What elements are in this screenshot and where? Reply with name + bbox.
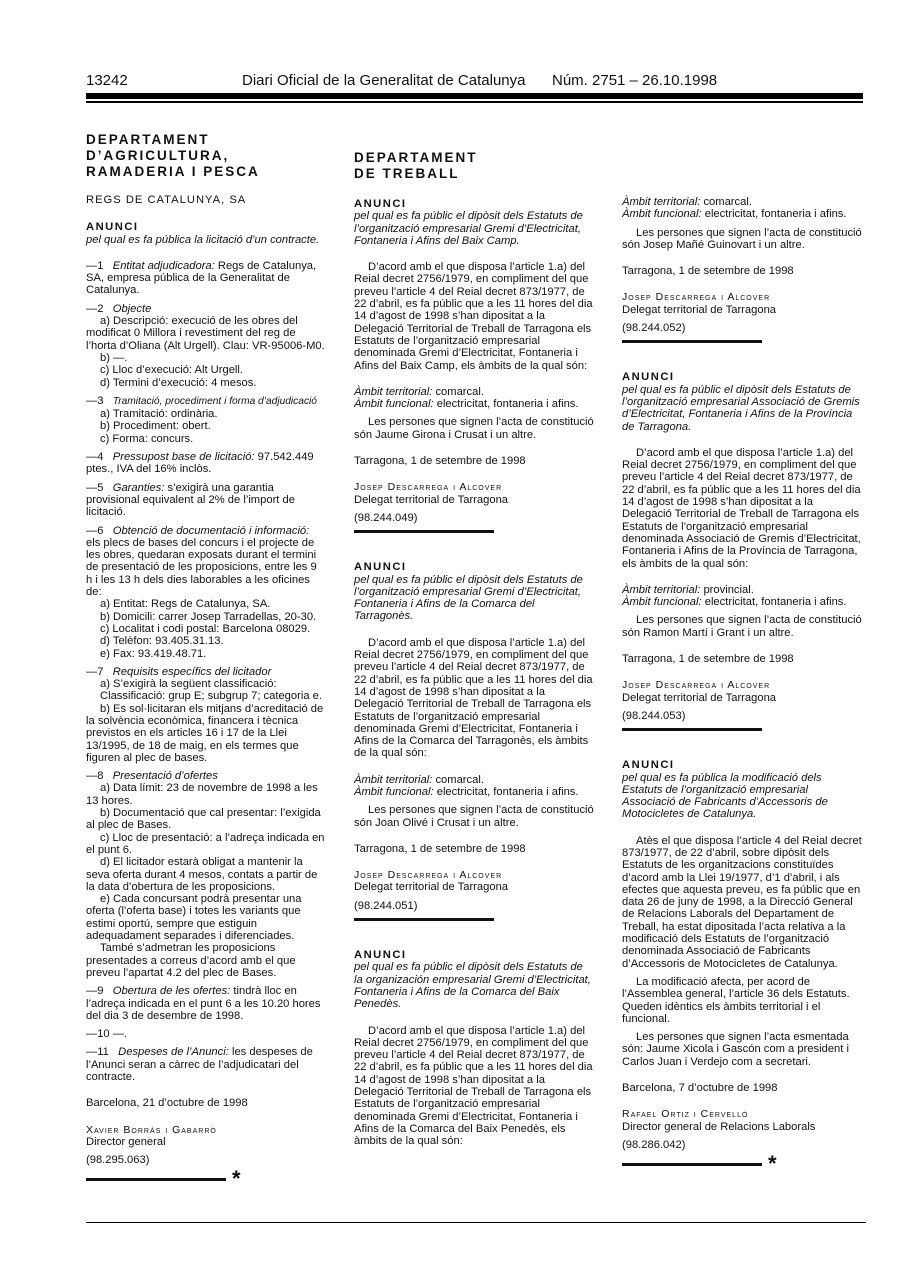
place-date: Tarragona, 1 de setembre de 1998	[354, 455, 526, 468]
signer-name: Josep Descarrega i Alcover	[622, 291, 771, 304]
place-date: Barcelona, 21 d’octubre de 1998	[86, 1097, 248, 1110]
signers-text: Les persones que signen l’acta esmentada són: Jaume Xicola i Gascón com a president i Carlos Juan i Verdejo com a secretari.	[622, 1031, 849, 1068]
signer-role: Director general de Relacions Laborals	[622, 1120, 816, 1133]
signer-name: Josep Descarrega i Alcover	[354, 869, 503, 882]
dept-line: DEPARTAMENT	[354, 150, 478, 165]
notice-motocicletes	[622, 759, 862, 1177]
section-title: Pressupost base de licitació:	[112, 451, 255, 464]
dept-line: DEPARTAMENT	[86, 132, 210, 147]
label: Àmbit funcional:	[354, 785, 434, 798]
reference-number: (98.244.052)	[622, 322, 686, 335]
signers-text: Les persones que signen l’acta de constitució són Jaume Girona i Crusat i un altre.	[354, 416, 594, 441]
label: Àmbit territorial:	[354, 385, 433, 398]
notice-body: La modificació afecta, per acord de l’Assemblea general, l’article 36 dels Estatuts. Queden idèntics els àmbits territorial i el funcional.	[622, 975, 850, 1025]
signer-role: Delegat territorial de Tarragona	[622, 303, 777, 316]
section-num: —7	[86, 665, 104, 678]
section-num: —8	[86, 770, 104, 783]
anunci-label: ANUNCI	[86, 221, 139, 234]
notice-baix-penedes	[354, 949, 594, 1147]
list-item: c) Forma: concurs.	[100, 432, 194, 445]
section-3	[86, 395, 326, 445]
asterisk-icon: *	[232, 1166, 241, 1192]
section-num: —9	[86, 985, 104, 998]
anunci-label: ANUNCI	[354, 198, 407, 210]
label: Àmbit funcional:	[622, 596, 702, 609]
section-10: —10 —.	[86, 1028, 128, 1041]
separator-line	[354, 918, 494, 921]
value: electricitat, fontaneria i afins.	[436, 398, 579, 411]
value: electricitat, fontaneria i afins.	[704, 208, 847, 221]
label: Àmbit funcional:	[354, 398, 434, 411]
page-number: 13242	[86, 72, 128, 89]
ambit-territorial	[354, 774, 594, 786]
label: Àmbit territorial:	[622, 583, 701, 596]
list-item: d) Telèfon: 93.405.31.13.	[100, 635, 224, 648]
list-item: e) Cada concursant podrà presentar una oferta (l’oferta base) i totes les variants que estimi oportú, sempre que estiguin adequadament separades i diferenciades.	[86, 893, 302, 943]
signer-name: Josep Descarrega i Alcover	[622, 679, 771, 692]
department-heading	[86, 132, 326, 180]
list-item: c) Lloc de presentació: a l’adreça indicada en el punt 6.	[86, 831, 325, 856]
list-item: b) Procediment: obert.	[100, 420, 211, 433]
place-date: Tarragona, 1 de setembre de 1998	[354, 842, 526, 855]
anunci-label: ANUNCI	[622, 371, 675, 384]
list-item: a) Data límit: 23 de novembre de 1998 a les 13 hores.	[86, 782, 318, 807]
reference-number: (98.244.049)	[354, 511, 418, 524]
signer-role: Delegat territorial de Tarragona	[622, 691, 777, 704]
ambit-funcional	[622, 596, 862, 608]
ambit-funcional	[354, 398, 594, 410]
label: Àmbit funcional:	[622, 208, 702, 221]
section-title: Tramitació, procediment i forma d’adjudicació	[112, 395, 317, 407]
section-5	[86, 482, 326, 519]
notice-subtitle: pel qual es fa pública la licitació d’un contracte.	[86, 233, 320, 246]
anunci-label: ANUNCI	[354, 949, 407, 962]
list-item: b) Domicili: carrer Josep Tarradellas, 20-30.	[100, 610, 317, 623]
section-1	[86, 260, 326, 297]
section-6	[86, 525, 326, 660]
list-item: c) Lloc d’execució: Alt Urgell.	[100, 364, 244, 377]
anunci-label: ANUNCI	[622, 759, 675, 772]
section-num: —4	[86, 451, 104, 464]
column-agriculture	[86, 132, 326, 1192]
list-item: c) Localitat i codi postal: Barcelona 08029.	[100, 622, 311, 635]
separator-line	[622, 1163, 762, 1166]
separator-line	[86, 1178, 226, 1181]
signers-text: Les persones que signen l’acta de constitució són Ramon Martí i Grant i un altre.	[622, 614, 862, 639]
list-item: d) Termini d’execució: 4 mesos.	[100, 376, 257, 389]
notice-baix-penedes-cont	[622, 196, 862, 343]
reference-number: (98.244.051)	[354, 899, 418, 912]
place-date: Tarragona, 1 de setembre de 1998	[622, 653, 794, 666]
signer-role: Delegat territorial de Tarragona	[354, 493, 509, 506]
section-title: Entitat adjudicadora:	[112, 259, 215, 272]
reference-number: (98.244.053)	[622, 709, 686, 722]
section-title: Presentació d’ofertes	[112, 770, 218, 783]
anunci-label: ANUNCI	[354, 561, 407, 574]
notice-body: D’acord amb el que disposa l’article 1.a) del Reial decret 2756/1979, en compliment del que preveu l’article 4 del Reial decret 873/1977, de 22 d’abril, es fa públic que a les 11 hores del dia 14 d’agost de 1998 s’han dipositat a la Delegació Territorial de Treball de Tarragona els Estatuts de l’organització empresarial denominada Associació de Gremis d’Electricitat, Fontaneria i Afins de la Província de Tarragona, els àmbits de la qual són:	[622, 446, 861, 570]
section-title: Requisits específics del licitador	[112, 665, 272, 678]
ambit-funcional	[354, 786, 594, 798]
signer-role: Delegat territorial de Tarragona	[354, 881, 509, 894]
notice-subtitle: pel qual es fa públic el dipòsit dels Estatuts de l’organització empresarial Gremi d’Electricitat, Fontaneria i Afins del Baix Camp.	[354, 210, 583, 247]
reference-number: (98.295.063)	[86, 1154, 150, 1167]
section-text: s’exigirà una garantia provisional equivalent al 2% de l’import de licitació.	[86, 481, 295, 519]
section-8	[86, 770, 326, 979]
section-11	[86, 1046, 326, 1083]
notice-subtitle: pel qual es fa públic el dipòsit dels Estatuts de la organización empresarial Gremi d’Electricitat, Fontaneria i Afins de la Comarca del Baix Penedès.	[354, 961, 591, 1011]
value: comarcal.	[435, 385, 484, 398]
notice-provincia-tarragona	[622, 371, 862, 731]
section-text: els plecs de bases del concurs i el projecte de les obres, quedaran exposats durant el termini de presentació de les proposicions, entre les 9 h i les 13 h dels dies laborables a les oficines de:	[86, 536, 317, 599]
notice-body: D’acord amb el que disposa l’article 1.a) del Reial decret 2756/1979, en compliment del que preveu l’article 4 del Reial decret 873/1977, de 22 d’abril, es fa públic que a les 11 hores del dia 14 d’agost de 1998 s’han dipositat a la Delegació Territorial de Treball de Tarragona els Estatuts de l’organització empresarial denominada Gremi d’Electricitat, Fontaneria i Afins de la Comarca del Baix Penedès, els àmbits de la qual són:	[354, 1024, 593, 1148]
notice-body: Atès el que disposa l’article 4 del Reial decret 873/1977, de 22 d’abril, sobre dipòsit dels Estatuts de les organitzacions constituïdes d’acord amb la Llei 19/1977, d’1 d’abril, i als efectes que aquesta preveu, es fa públic que en data 26 de juny de 1998, a la Direcció General de Relacions Laborals del Departament de Treball, ha estat dipositada l’acta relativa a la modificació dels Estatuts de l’organització denominada Associació de Fabricants d’Accessoris de Motocicletes de Catalunya.	[622, 834, 862, 970]
section-text: Regs de Catalunya, SA, empresa pública de la Generalitat de Catalunya.	[86, 259, 317, 297]
list-item: a) S’exigirà la següent classificació:	[100, 678, 277, 691]
section-9	[86, 985, 326, 1022]
reference-number: (98.286.042)	[622, 1138, 686, 1151]
column-treball-cont	[622, 196, 862, 1177]
dept-line: DE TREBALL	[354, 166, 460, 181]
notice-subtitle: pel qual es fa pública la modificació dels Estatuts de l’organització empresarial Associació de Fabricants d’Accessoris de Motocicletes de Catalunya.	[622, 771, 828, 821]
value: comarcal.	[435, 773, 484, 786]
signers-text: Les persones que signen l’acta de constitució són Joan Olivé i Crusat i un altre.	[354, 804, 594, 829]
notice-baix-camp	[354, 198, 594, 533]
section-title: Objecte	[112, 302, 152, 315]
section-text: tindrà lloc en l’adreça indicada en el punt 6 a les 10.20 hores del dia 3 de desembre de 1998.	[86, 985, 321, 1022]
section-title: Garanties:	[112, 481, 165, 494]
section-num: —5	[86, 481, 104, 494]
dept-line: RAMADERIA I PESCA	[86, 164, 260, 179]
notice-body: D’acord amb el que disposa l’article 1.a) del Reial decret 2756/1979, en compliment del que preveu l’article 4 del Reial decret 873/1977, de 22 d’abril, es fa públic que a les 11 hores del dia 14 d’agost de 1998 s’han dipositat a la Delegació Territorial de Treball de Tarragona els Estatuts de l’organització empresarial denominada Gremi d’Electricitat, Fontaneria i Afins de la Comarca del Tarragonès, els àmbits de la qual són:	[354, 636, 593, 760]
notice-subtitle: pel qual es fa públic el dipòsit dels Estatuts de l’organització empresarial Associació de Gremis d’Electricitat, Fontaneria i Afins de la Província de Tarragona.	[622, 383, 860, 433]
list-item: b) Es sol·licitaran els mitjans d’acreditació de la solvència econòmica, financera i tècnica previstos en els articles 16 i 17 de la Llei 13/1995, de 18 de maig, en els termes que figuren al plec de bases.	[86, 702, 324, 764]
ambit-territorial	[622, 584, 862, 596]
place-date: Tarragona, 1 de setembre de 1998	[622, 265, 794, 278]
header-rule-thin	[86, 101, 863, 103]
section-num: —2	[86, 302, 104, 315]
separator-line	[354, 530, 494, 533]
section-text: les despeses de l’Anunci seran a càrrec de l’adjudicatari del contracte.	[86, 1046, 313, 1083]
ambit-territorial	[622, 196, 862, 208]
section-4	[86, 451, 326, 476]
ambit-territorial	[354, 386, 594, 398]
end-separator	[86, 1166, 326, 1192]
signer-role: Director general	[86, 1135, 166, 1148]
section-num: —11	[86, 1046, 109, 1059]
label: Àmbit territorial:	[622, 196, 701, 208]
signer-name: Rafael Ortiz i Cervelló	[622, 1108, 749, 1121]
section-2	[86, 303, 326, 389]
place-date: Barcelona, 7 d’octubre de 1998	[622, 1082, 778, 1095]
signers-text: Les persones que signen l’acta de constitució són Josep Mañé Guinovart i un altre.	[622, 226, 862, 251]
list-item: b) —.	[100, 351, 128, 364]
footer-rule	[86, 1222, 866, 1223]
value: provincial.	[703, 583, 754, 596]
value: electricitat, fontaneria i afins.	[436, 785, 579, 798]
list-item: Classificació: grup E; subgrup 7; categoria e.	[100, 690, 323, 703]
ambit-funcional	[622, 208, 862, 220]
section-num: —6	[86, 524, 104, 537]
signer-name: Josep Descarrega i Alcover	[354, 481, 503, 494]
list-item: a) Descripció: execució de les obres del modificat 0 Millora i revestiment del reg de l’horta d’Oliana (Alt Urgell). Clau: VR-95006-M0.	[86, 315, 325, 352]
publication-title: Diari Oficial de la Generalitat de Catalunya	[242, 72, 526, 89]
column-treball	[354, 150, 594, 1148]
list-item: d) El licitador estarà obligat a mantenir la seva oferta durant 4 mesos, contats a partir de la data d’obertura de les proposicions.	[86, 856, 318, 893]
section-num: —3	[86, 394, 104, 407]
list-item: a) Entitat: Regs de Catalunya, SA.	[100, 598, 271, 611]
dept-line: D’AGRICULTURA,	[86, 148, 230, 163]
asterisk-icon: *	[768, 1151, 777, 1177]
separator-line	[622, 340, 762, 343]
notice-subtitle: pel qual es fa públic el dipòsit dels Estatuts de l’organització empresarial Gremi d’Electricitat, Fontaneria i Afins de la Comarca del Tarragonès.	[354, 573, 583, 623]
list-item: a) Tramitació: ordinària.	[100, 408, 218, 421]
section-num: —1	[86, 259, 104, 272]
department-heading	[354, 150, 594, 182]
section-title: Obertura de les ofertes:	[112, 985, 231, 998]
list-item: b) Documentació que cal presentar: l’exigida al plec de Bases.	[86, 807, 321, 832]
label: Àmbit territorial:	[354, 773, 433, 786]
separator-line	[622, 728, 762, 731]
signer-name: Xavier Borràs i Gabarró	[86, 1123, 217, 1136]
list-item: També s’admetran les proposicions presentades a correus d’acord amb el que preveu l’apartat 4.2 del plec de Bases.	[86, 942, 296, 979]
list-item: e) Fax: 93.419.48.71.	[100, 647, 207, 660]
value: comarcal.	[703, 196, 752, 208]
value: electricitat, fontaneria i afins.	[704, 596, 847, 609]
section-7	[86, 666, 326, 764]
section-text: 97.542.449 ptes., IVA del 16% inclòs.	[86, 451, 314, 476]
notice-tarragones	[354, 561, 594, 921]
organization-name: REGS DE CATALUNYA, SA	[86, 194, 247, 206]
issue-number-date: Núm. 2751 – 26.10.1998	[552, 72, 718, 89]
header-rule-thick	[86, 93, 863, 99]
notice-body: D’acord amb el que disposa l’article 1.a) del Reial decret 2756/1979, en compliment del que preveu l’article 4 del Reial decret 873/1977, de 22 d’abril, es fa públic que a les 11 hores del dia 14 d’agost de 1998 s’han dipositat a la Delegació Territorial de Treball de Tarragona els Estatuts de l’organització empresarial denominada Gremi d’Electricitat, Fontaneria i Afins del Baix Camp, els àmbits de la qual són:	[354, 261, 593, 372]
end-separator	[622, 1151, 862, 1177]
section-title: Obtenció de documentació i informació:	[112, 524, 310, 537]
section-title: Despeses de l’Anunci:	[118, 1046, 229, 1059]
